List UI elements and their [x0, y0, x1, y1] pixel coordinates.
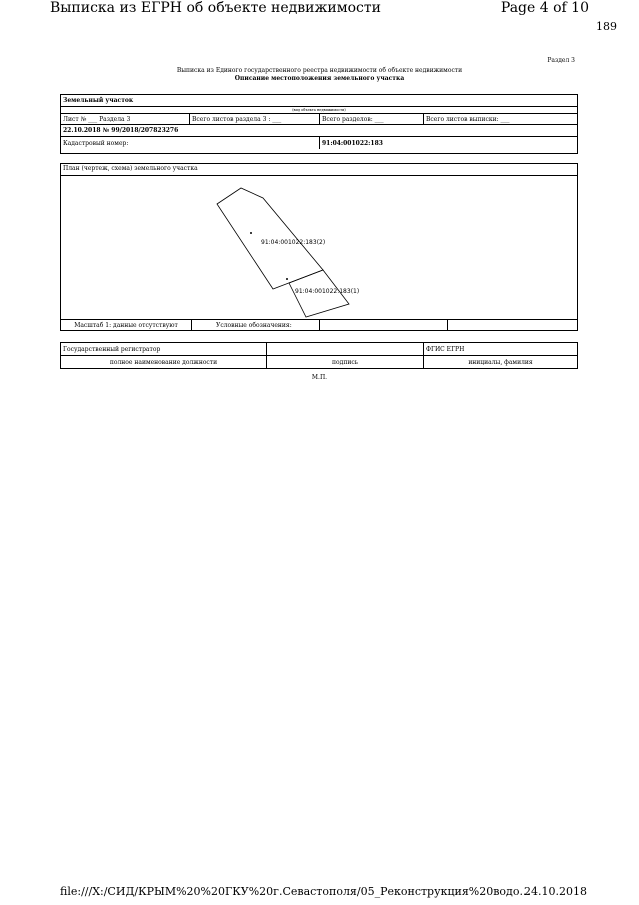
signature-cell	[266, 343, 423, 355]
sign-hint: подпись	[266, 356, 423, 368]
info-table	[60, 94, 578, 154]
parcel-label-1: 91:04:001022:183(1)	[295, 288, 360, 295]
sheets-total: Всего листов выписки: ___	[423, 114, 577, 124]
parcel-plan	[61, 176, 577, 319]
sections-total: Всего разделов: ___	[319, 114, 423, 124]
cadastral-value: 91:04:001022:183	[319, 137, 577, 149]
signature-table	[60, 342, 578, 369]
sheets-row	[61, 114, 577, 125]
page-number: 189	[596, 20, 617, 33]
page-indicator: Page 4 of 10	[500, 0, 589, 16]
object-type: Земельный участок	[63, 97, 134, 104]
plan-box	[60, 163, 578, 331]
plan-label: План (чертеж, схема) земельного участка	[63, 165, 198, 172]
sheets-in-section: Всего листов раздела 3 : ___	[189, 114, 319, 124]
plan-label-row	[61, 164, 577, 176]
name-hint: инициалы, фамилия	[423, 356, 577, 368]
cadastral-row	[61, 137, 577, 149]
object-type-row	[61, 95, 577, 107]
signature-hints-row	[61, 356, 577, 368]
position-hint: полное наименование должности	[109, 358, 218, 366]
signature-row	[61, 343, 577, 356]
extract-subtitle: Описание местоположения земельного участка	[234, 75, 405, 82]
document-title: Выписка из ЕГРН об объекте недвижимости	[50, 0, 381, 16]
object-type-hint-row	[61, 107, 577, 114]
stamp-place: М.П.	[311, 374, 328, 381]
legend-cell-1	[319, 320, 447, 330]
object-type-hint: (вид объекта недвижимости)	[292, 108, 346, 112]
organization: ФГИС ЕГРН	[423, 343, 577, 355]
registrar: Государственный регистратор	[63, 345, 161, 353]
file-path: file:///X:/СИД/КРЫМ%20%20ГКУ%20г.Севастополя/05_Реконструкция%20водо...	[60, 885, 530, 898]
parcel-point	[286, 278, 288, 280]
cadastral-label: Кадастровый номер:	[63, 139, 129, 147]
date-row	[61, 125, 577, 137]
scale-row	[61, 319, 577, 330]
scale: Масштаб 1: данные отсутствуют	[74, 321, 178, 329]
date-number: 22.10.2018 № 99/2018/207823276	[63, 127, 179, 134]
legend-cell-2	[447, 320, 577, 330]
extract-title: Выписка из Единого государственного реестра недвижимости об объекте недвижимости	[176, 67, 463, 74]
legend-label: Условные обозначения:	[191, 320, 319, 330]
parcel-point	[250, 232, 252, 234]
print-date: 24.10.2018	[524, 885, 587, 898]
sheet-number: Лист № ___ Раздела 3	[63, 115, 131, 123]
parcel-label-2: 91:04:001022:183(2)	[261, 239, 326, 246]
section-label: Раздел 3	[547, 57, 575, 64]
